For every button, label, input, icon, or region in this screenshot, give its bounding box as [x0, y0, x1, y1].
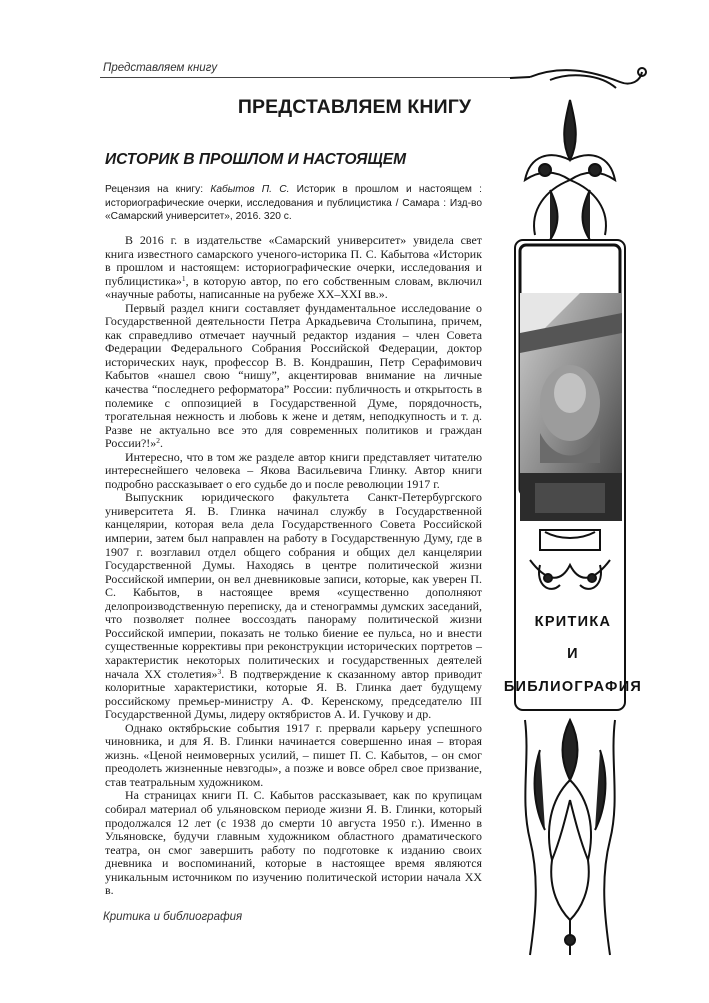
running-head: Представляем книгу [103, 62, 218, 74]
review-prefix: Рецензия на книгу: [105, 184, 211, 195]
building-facade-photo [520, 293, 622, 521]
header-rule [100, 77, 530, 78]
article-body [105, 234, 482, 898]
article-title: ИСТОРИК В ПРОШЛОМ И НАСТОЯЩЕМ [105, 151, 407, 168]
section-title: ПРЕДСТАВЛЯЕМ КНИГУ [237, 96, 472, 118]
paragraph: Выпускник юридического факультета Санкт-Петербургского университета Я. В. Глинка начинал службу в Государственной канцелярии, которая вела дела Государственного Совета Российской империи, затем был направлен на работу в Государственную Думу, где в 1907 г. возглавил отдел общего собрания и общих дел канцелярии Государственной Думы. Находясь в центре политической жизни Российской империи, он вел дневниковые записи, которые, как уверен П. С. Кабытов, в настоящее время «существенно дополняют делопроизводственную переписку, да и стенограммы думских заседаний, что позволяет полнее воссоздать панораму политической жизни Российской империи, показать не только биение ее пульса, но и внести существенные коррективы при реконструкции исторических портретов – характеристик некоторых политических и государственных деятелей начала XX столетия»$^3$. В подтверждение к сказанному автор приводит колоритные характеристики, которые Я. В. Глинка дает будущему российскому премьер-министру А. Ф. Керенскому, председателю III Государственной Думы, лидеру октябристов А. И. Гучкову и др. [105, 490, 482, 722]
paragraph: Интересно, что в том же разделе автор книги представляет читателю интереснейшего человека – Якова Васильевича Глинку. Автор книги подробно рассказывает о его судьбе до и после революции 1917 г. [105, 449, 482, 491]
review-rest: Историк в прошлом и настоящем : историографические очерки, исследования и публицистика / Самара : Изд-во «Самарский университет», 2016. 320 с. [105, 184, 483, 223]
running-footer: Критика и библиография [103, 911, 243, 923]
review-citation [105, 183, 482, 224]
review-author: Кабытов П. С. [210, 184, 290, 195]
paragraph: В 2016 г. в издательстве «Самарский университет» увидела свет книга известного самарского ученого-историка П. С. Кабытова «Историк в прошлом и настоящем: историографические очерки, исследования и публицистика»$^1$, в которую автор, по его собственным словам, включил «научные работы, написанные на рубеже XX–XXI вв.». [105, 233, 482, 302]
paragraph: Однако октябрьские события 1917 г. прервали карьеру успешного чиновника, и для Я. В. Глинки начинается совершенно иная – вторая жизнь. «Ценой неимоверных усилий, – пишет П. С. Кабытов, – он смог преодолеть жизненные невзгоды», а позже и вовсе обрел свое призвание, став театральным художником. [105, 720, 482, 789]
rubric-line-2: И [567, 646, 579, 662]
paragraph: На страницах книги П. С. Кабытов рассказывает, как по крупицам собирал материал об ульяновском периоде жизни Я. В. Глинки, который продолжался 12 лет (с 1938 до смерти 10 августа 1950 г.). Именно в Ульяновске, будучи главным художником областного драматического театра, он смог завершить работу по подготовке к изданию своих дневника и воспоминаний, которые в настоящее время являются уникальным источником по изучению политической истории начала XX в. [105, 788, 482, 898]
rubric-line-3: БИБЛИОГРАФИЯ [503, 679, 643, 695]
paragraph: Первый раздел книги составляет фундаментальное исследование о Государственной деятельности Петра Аркадьевича Столыпина, причем, как справедливо отмечает научный редактор издания – член Совета Федерации Федерального Собрания Российской Федерации, доктор исторических наук, профессор В. В. Кондрашин, Петр Серафимович Кабытов «нашел свою “нишу”, акцентировав внимание на личные качества “последнего реформатора” России: публичность и открытость в полемике с оппозицией в Государственной Думе, порядочность, трогательная нежность и любовь к жене и детям, неподкупность и т. д. Разве не актуально все это для современных политиков и граждан России?!»$^2$. [105, 300, 482, 451]
rubric-line-1: КРИТИКА [534, 614, 612, 630]
